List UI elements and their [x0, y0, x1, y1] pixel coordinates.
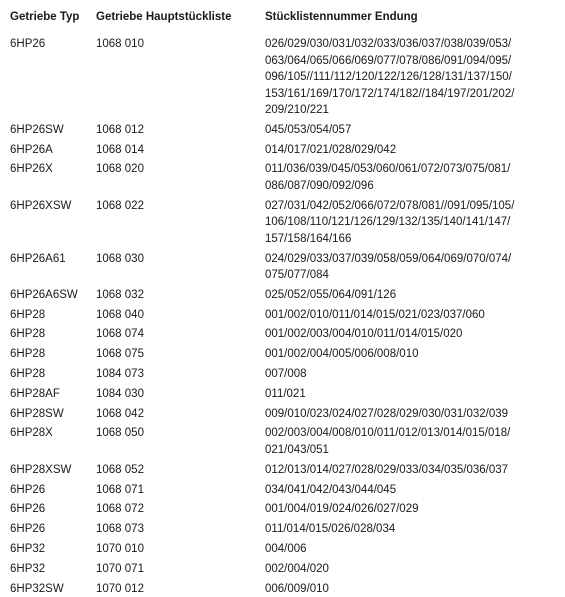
cell-stuecklistennummer-endung	[265, 561, 329, 578]
endung-line: 006/009/010	[265, 581, 329, 597]
cell-hauptstueckliste: 1068 020	[96, 161, 144, 178]
cell-hauptstueckliste: 1068 073	[96, 521, 144, 538]
cell-hauptstueckliste: 1068 030	[96, 251, 144, 268]
endung-line: 014/017/021/028/029/042	[265, 142, 396, 159]
endung-line: 012/013/014/027/028/029/033/034/035/036/037	[265, 462, 508, 479]
cell-hauptstueckliste: 1068 075	[96, 346, 144, 363]
cell-stuecklistennummer-endung	[265, 161, 510, 194]
cell-stuecklistennummer-endung	[265, 251, 511, 284]
cell-stuecklistennummer-endung	[265, 287, 396, 304]
endung-line: 096/105//111/112/120/122/126/128/131/137/150/	[265, 69, 514, 86]
cell-hauptstueckliste: 1084 030	[96, 386, 144, 403]
endung-line: 153/161/169/170/172/174/182//184/197/201/202/	[265, 86, 514, 103]
cell-hauptstueckliste: 1068 014	[96, 142, 144, 159]
cell-stuecklistennummer-endung	[265, 346, 418, 363]
cell-stuecklistennummer-endung	[265, 541, 307, 558]
endung-line: 075/077/084	[265, 267, 511, 284]
cell-hauptstueckliste: 1070 071	[96, 561, 144, 578]
endung-line: 001/004/019/024/026/027/029	[265, 501, 418, 518]
header-stuecklistennummer-endung: Stücklistennummer Endung	[265, 10, 418, 24]
cell-stuecklistennummer-endung	[265, 142, 396, 159]
cell-stuecklistennummer-endung	[265, 482, 396, 499]
endung-line: 011/036/039/045/053/060/061/072/073/075/081/	[265, 161, 510, 178]
endung-line: 063/064/065/066/069/077/078/086/091/094/095/	[265, 53, 514, 70]
endung-line: 002/003/004/008/010/011/012/013/014/015/018/	[265, 425, 510, 442]
cell-stuecklistennummer-endung	[265, 326, 462, 343]
cell-stuecklistennummer-endung	[265, 462, 508, 479]
cell-getriebe-typ: 6HP28	[10, 346, 45, 363]
cell-stuecklistennummer-endung	[265, 581, 329, 597]
cell-getriebe-typ: 6HP26A6SW	[10, 287, 78, 304]
endung-line: 106/108/110/121/126/129/132/135/140/141/147/	[265, 214, 514, 231]
cell-getriebe-typ: 6HP26SW	[10, 122, 64, 139]
cell-getriebe-typ: 6HP28	[10, 307, 45, 324]
cell-hauptstueckliste: 1068 040	[96, 307, 144, 324]
cell-hauptstueckliste: 1068 072	[96, 501, 144, 518]
cell-getriebe-typ: 6HP28	[10, 326, 45, 343]
header-getriebe-typ: Getriebe Typ	[10, 10, 79, 24]
endung-line: 025/052/055/064/091/126	[265, 287, 396, 304]
cell-getriebe-typ: 6HP32	[10, 541, 45, 558]
endung-line: 009/010/023/024/027/028/029/030/031/032/039	[265, 406, 508, 423]
cell-getriebe-typ: 6HP26X	[10, 161, 53, 178]
cell-getriebe-typ: 6HP32	[10, 561, 45, 578]
cell-getriebe-typ: 6HP26A	[10, 142, 53, 159]
endung-line: 002/004/020	[265, 561, 329, 578]
cell-stuecklistennummer-endung	[265, 406, 508, 423]
header-hauptstueckliste: Getriebe Hauptstückliste	[96, 10, 231, 24]
cell-hauptstueckliste: 1070 012	[96, 581, 144, 597]
cell-hauptstueckliste: 1068 074	[96, 326, 144, 343]
cell-getriebe-typ: 6HP26	[10, 521, 45, 538]
cell-getriebe-typ: 6HP28AF	[10, 386, 60, 403]
cell-hauptstueckliste: 1068 032	[96, 287, 144, 304]
cell-getriebe-typ: 6HP26	[10, 36, 45, 53]
cell-stuecklistennummer-endung	[265, 198, 514, 248]
endung-line: 209/210/221	[265, 102, 514, 119]
endung-line: 021/043/051	[265, 442, 510, 459]
endung-line: 011/021	[265, 386, 306, 403]
cell-hauptstueckliste: 1068 052	[96, 462, 144, 479]
cell-getriebe-typ: 6HP26XSW	[10, 198, 71, 215]
cell-hauptstueckliste: 1068 050	[96, 425, 144, 442]
endung-line: 004/006	[265, 541, 307, 558]
cell-hauptstueckliste: 1068 071	[96, 482, 144, 499]
endung-line: 024/029/033/037/039/058/059/064/069/070/074/	[265, 251, 511, 268]
cell-hauptstueckliste: 1068 022	[96, 198, 144, 215]
cell-stuecklistennummer-endung	[265, 366, 307, 383]
cell-stuecklistennummer-endung	[265, 307, 485, 324]
cell-getriebe-typ: 6HP28	[10, 366, 45, 383]
endung-line: 045/053/054/057	[265, 122, 351, 139]
endung-line: 157/158/164/166	[265, 231, 514, 248]
cell-hauptstueckliste: 1068 010	[96, 36, 144, 53]
endung-line: 007/008	[265, 366, 307, 383]
cell-hauptstueckliste: 1068 042	[96, 406, 144, 423]
endung-line: 001/002/010/011/014/015/021/023/037/060	[265, 307, 485, 324]
endung-line: 034/041/042/043/044/045	[265, 482, 396, 499]
cell-stuecklistennummer-endung	[265, 521, 395, 538]
cell-hauptstueckliste: 1068 012	[96, 122, 144, 139]
endung-line: 027/031/042/052/066/072/078/081//091/095/105/	[265, 198, 514, 215]
cell-stuecklistennummer-endung	[265, 501, 418, 518]
cell-getriebe-typ: 6HP32SW	[10, 581, 64, 597]
endung-line: 011/014/015/026/028/034	[265, 521, 395, 538]
cell-getriebe-typ: 6HP28X	[10, 425, 53, 442]
cell-stuecklistennummer-endung	[265, 122, 351, 139]
cell-hauptstueckliste: 1070 010	[96, 541, 144, 558]
cell-stuecklistennummer-endung	[265, 36, 514, 119]
cell-stuecklistennummer-endung	[265, 425, 510, 458]
cell-hauptstueckliste: 1084 073	[96, 366, 144, 383]
cell-getriebe-typ: 6HP26A61	[10, 251, 66, 268]
endung-line: 001/002/004/005/006/008/010	[265, 346, 418, 363]
endung-line: 026/029/030/031/032/033/036/037/038/039/053/	[265, 36, 514, 53]
cell-getriebe-typ: 6HP28SW	[10, 406, 64, 423]
endung-line: 086/087/090/092/096	[265, 178, 510, 195]
cell-getriebe-typ: 6HP26	[10, 482, 45, 499]
cell-getriebe-typ: 6HP28XSW	[10, 462, 71, 479]
cell-stuecklistennummer-endung	[265, 386, 306, 403]
endung-line: 001/002/003/004/010/011/014/015/020	[265, 326, 462, 343]
cell-getriebe-typ: 6HP26	[10, 501, 45, 518]
